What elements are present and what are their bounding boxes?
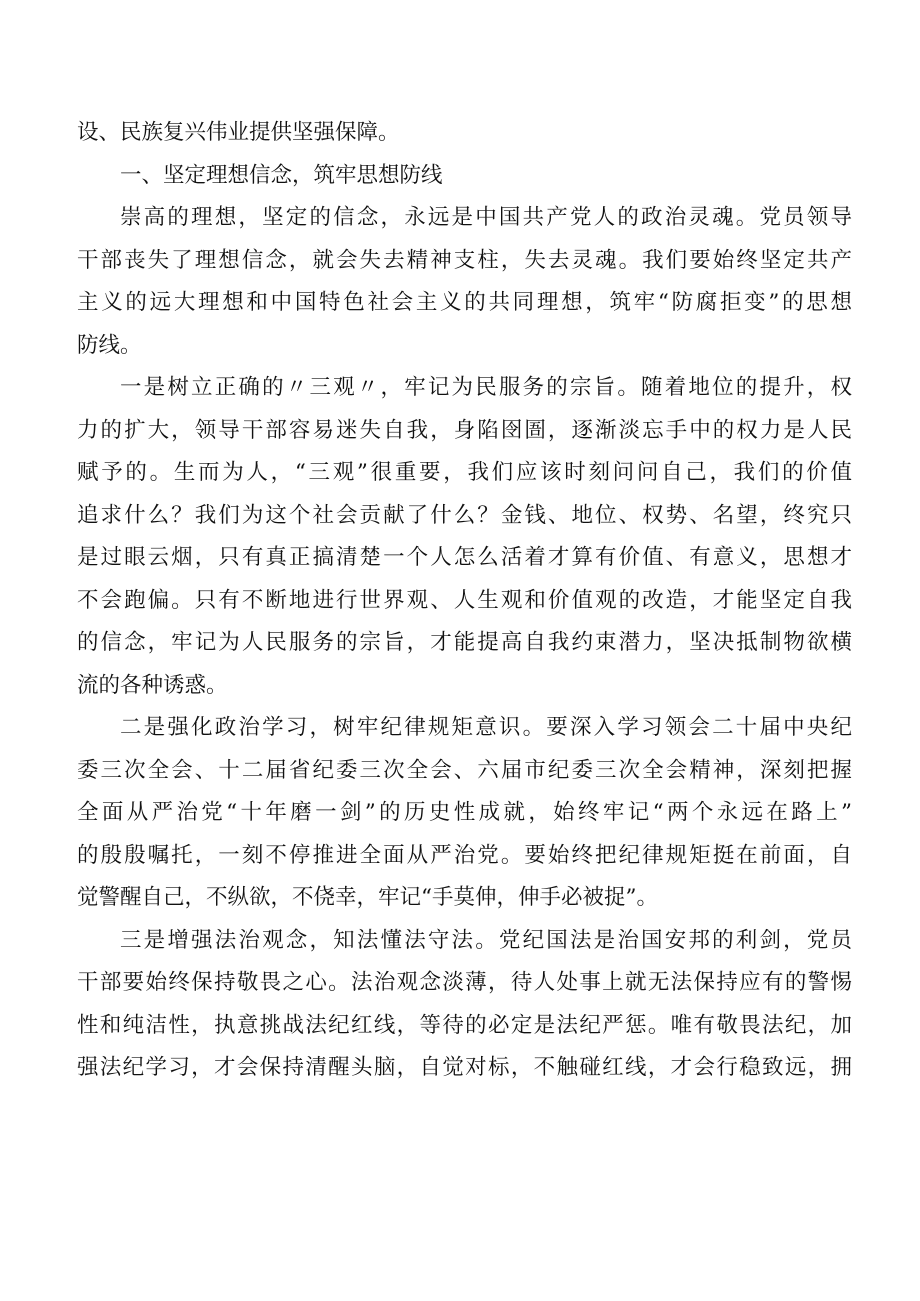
text-line: 干部丧失了理想信念，就会失去精神支柱，失去灵魂。我们要始终坚定共产 [77,247,852,273]
text-line: 觉警醒自己，不纵欲，不侥幸，牢记“手莫伸，伸手必被捉”。 [77,885,658,910]
text-line: 全面从严治党“十年磨一剑”的历史性成就，始终牢记“两个永远在路上” [77,800,852,825]
text-line: 委三次全会、十二届省纪委三次全会、六届市纪委三次全会精神，深刻把握 [77,757,852,783]
paragraph-intro [77,197,852,367]
section-heading [77,155,852,198]
continuation-line [77,112,852,155]
text-line: 强法纪学习，才会保持清醒头脑，自觉对标，不触碰红线，才会行稳致远，拥 [77,1055,852,1080]
paragraph-two [77,707,852,920]
text-line: 赋予的。生而为人，“三观”很重要，我们应该时刻问问自己，我们的价值 [77,460,852,485]
text-line: 的殷殷嘱托，一刻不停推进全面从严治党。要始终把纪律规矩挺在前面，自 [77,842,852,868]
document-body [77,112,852,1090]
paragraph-three [77,920,852,1090]
text-line: 二是强化政治学习，树牢纪律规矩意识。要深入学习领会二十届中央纪 [120,715,852,740]
heading-text: 一、坚定理想信念，筑牢思想防线 [120,162,443,188]
text-line: 主义的远大理想和中国特色社会主义的共同理想，筑牢“防腐拒变”的思想 [77,290,852,315]
text-line: 设、民族复兴伟业提供坚强保障。 [77,120,400,145]
text-line: 一是树立正确的〃三观〃，牢记为民服务的宗旨。随着地位的提升，权 [120,375,852,400]
text-line: 干部要始终保持敬畏之心。法治观念淡薄，待人处事上就无法保持应有的警惕 [77,970,852,995]
text-line: 追求什么？我们为这个社会贡献了什么？金钱、地位、权势、名望，终究只 [77,502,852,528]
text-line: 不会跑偏。只有不断地进行世界观、人生观和价值观的改造，才能坚定自我 [77,587,852,613]
paragraph-one [77,367,852,707]
text-line: 力的扩大，领导干部容易迷失自我，身陷囹圄，逐渐淡忘手中的权力是人民 [77,417,852,443]
text-line: 防线。 [77,332,142,358]
text-line: 的信念，牢记为人民服务的宗旨，才能提高自我约束潜力，坚决抵制物欲横 [77,630,852,655]
text-line: 流的各种诱惑。 [77,672,228,698]
text-line: 崇高的理想，坚定的信念，永远是中国共产党人的政治灵魂。党员领导 [120,205,852,230]
text-line: 性和纯洁性，执意挑战法纪红线，等待的必定是法纪严惩。唯有敬畏法纪，加 [77,1012,852,1038]
text-line: 三是增强法治观念，知法懂法守法。党纪国法是治国安邦的利剑，党员 [120,927,852,953]
text-line: 是过眼云烟，只有真正搞清楚一个人怎么活着才算有价值、有意义，思想才 [77,545,852,570]
